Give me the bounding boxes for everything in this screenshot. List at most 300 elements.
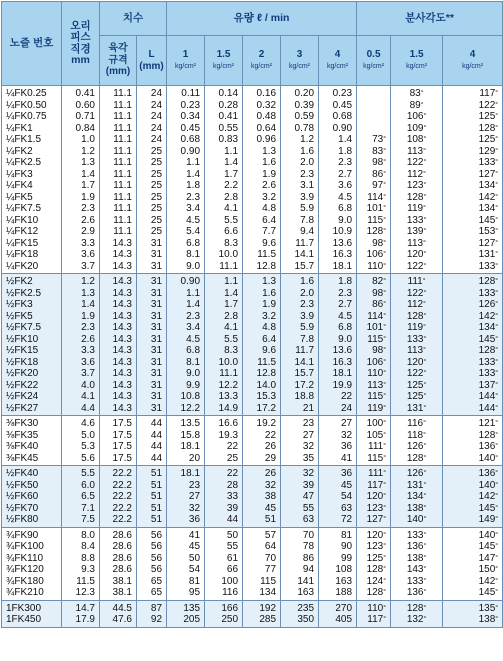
cell-value: 0.59: [294, 111, 315, 122]
cell-value: 5.5: [224, 214, 239, 226]
cell-value: 122 °: [393, 368, 440, 380]
cell-value: 14.9: [218, 402, 239, 414]
cell-value: 13.3: [218, 391, 239, 402]
cell-value: 11.5: [257, 249, 277, 260]
cell-value: 14.3: [112, 402, 132, 414]
cell-value: 0.23: [180, 99, 201, 111]
cell-f2: [243, 86, 281, 274]
cell-value: ¾FK120: [6, 564, 44, 575]
cell-value: 2.3: [81, 322, 95, 333]
cell-value: 134 °: [445, 180, 498, 192]
cell-value: 9.6: [262, 345, 277, 356]
cell-value: 1.1: [224, 145, 239, 157]
cell-value: 24: [150, 99, 163, 111]
cell-a05: [357, 274, 391, 416]
cell-value: 192: [259, 602, 277, 614]
cell-hex: [100, 416, 137, 466]
cell-value: 120 °: [393, 249, 440, 261]
cell-value: 120 °: [393, 357, 440, 369]
cell-value: 25: [150, 145, 163, 157]
cell-value: 125 °: [359, 553, 386, 565]
cell-value: 11.1: [113, 134, 132, 145]
cell-value: 39: [302, 479, 315, 491]
cell-value: 9.0: [338, 333, 353, 345]
col-header-flow-p4: 4 kg/cm²: [319, 36, 357, 86]
cell-value: ¼FK4: [6, 180, 33, 191]
cell-value: 132 °: [393, 614, 440, 626]
table-row: [2, 416, 503, 466]
cell-value: 101 °: [359, 203, 386, 215]
cell-value: 0.45: [180, 122, 201, 134]
cell-a15: [391, 274, 443, 416]
cell-value: 10.0: [218, 356, 239, 368]
col-header-angle-p15: 1.5 kg/cm²: [391, 36, 443, 86]
cell-value: 133 °: [393, 530, 440, 542]
cell-value: 90: [340, 541, 353, 552]
cell-value: 128 °: [393, 603, 440, 615]
cell-value: 0.90: [332, 122, 353, 134]
cell-value: 1.9: [81, 191, 95, 203]
cell-value: 163: [335, 575, 353, 587]
cell-value: 405: [335, 614, 353, 625]
cell-value: ½FK60: [6, 491, 39, 502]
cell-value: 4.5: [338, 191, 353, 203]
cell-value: 6.6: [224, 226, 239, 237]
cell-value: 44: [150, 418, 163, 429]
cell-value: 27: [302, 429, 315, 441]
cell-value: 33: [226, 491, 239, 502]
cell-value: 100: [221, 575, 239, 587]
cell-value: 127 °: [359, 514, 386, 526]
cell-value: 122 °: [393, 261, 440, 273]
cell-value: 97 °: [359, 180, 386, 192]
cell-value: ¼FK2.5: [6, 157, 42, 168]
cell-value: 51: [150, 514, 163, 525]
table-row: [2, 600, 503, 627]
cell-value: 2.8: [224, 191, 239, 203]
cell-value: 4.8: [262, 322, 277, 333]
cell-value: 122 °: [393, 288, 440, 300]
cell-value: 28.6: [112, 564, 132, 575]
cell-value: 36: [340, 441, 353, 452]
cell-value: 22: [226, 468, 239, 479]
cell-value: 1.6: [300, 276, 315, 287]
cell-value: 4.5: [186, 333, 201, 345]
cell-value: 32: [188, 502, 201, 514]
cell-value: 1.4: [338, 134, 353, 145]
cell-value: 2.3: [186, 310, 201, 322]
cell-value: 12.8: [256, 260, 277, 272]
cell-value: 131 °: [393, 480, 440, 492]
cell-value: 9.0: [186, 368, 201, 379]
col-header-flow: 유량 ℓ / min: [167, 2, 357, 36]
cell-f15: [205, 416, 243, 466]
cell-value: 5.4: [186, 226, 201, 237]
cell-hex: [100, 527, 137, 600]
cell-value: 14.1: [294, 356, 315, 368]
cell-value: 110 °: [359, 368, 386, 380]
cell-value: 1.7: [224, 299, 239, 310]
nozzle-spec-table: [1, 1, 503, 628]
cell-value: ¼FK15: [6, 237, 39, 249]
cell-value: 55: [302, 502, 315, 514]
cell-value: 18.8: [294, 391, 315, 402]
cell-value: 31: [150, 333, 163, 345]
cell-value: ¼FK0.25: [6, 88, 47, 99]
cell-value: 31: [150, 322, 163, 333]
cell-value: 3.2: [262, 310, 277, 322]
cell-value: ¼FK7.5: [6, 203, 42, 214]
cell-orifice: [62, 527, 100, 600]
cell-value: 38.1: [112, 587, 132, 598]
cell-value: 1.4: [224, 287, 239, 299]
cell-value: 1.3: [262, 145, 277, 157]
cell-value: 0.68: [180, 134, 201, 145]
cell-value: 98 °: [359, 157, 386, 169]
cell-value: 0.39: [294, 99, 315, 111]
cell-value: 10.0: [218, 249, 239, 260]
cell-value: 123 °: [359, 503, 386, 515]
cell-value: 57: [264, 529, 277, 541]
cell-value: 2.0: [300, 287, 315, 299]
cell-value: 47.6: [112, 614, 132, 625]
cell-value: 98 °: [359, 345, 386, 357]
cell-value: 0.16: [256, 88, 277, 99]
cell-value: 114 °: [359, 311, 386, 323]
cell-value: 126 °: [445, 299, 498, 311]
cell-value: 0.96: [256, 134, 277, 145]
cell-value: 0.23: [332, 88, 353, 99]
cell-value: 51: [150, 502, 163, 514]
cell-value: 3.6: [81, 356, 95, 368]
cell-value: 115: [260, 575, 277, 587]
cell-value: 145 °: [445, 541, 498, 553]
cell-value: 10.8: [180, 391, 201, 402]
cell-value: 1.4: [81, 168, 95, 180]
cell-value: 4.6: [81, 418, 95, 429]
cell-value: 2.3: [338, 157, 353, 168]
cell-value: 137 °: [445, 380, 498, 392]
cell-value: 11.7: [295, 345, 315, 356]
cell-a05: [357, 466, 391, 528]
cell-value: 11.1: [113, 111, 132, 122]
table-row: [2, 466, 503, 528]
cell-value: 1.6: [300, 145, 315, 157]
cell-value: 1.1: [224, 276, 239, 287]
cell-f3: [281, 466, 319, 528]
cell-value: 2.6: [262, 180, 277, 191]
cell-value: 1FK450: [6, 614, 42, 625]
cell-value: 56: [150, 552, 163, 564]
cell-value: 5.5: [81, 468, 95, 479]
cell-value: 138 °: [393, 553, 440, 565]
cell-value: 119 °: [359, 403, 386, 415]
cell-value: 36: [188, 514, 201, 525]
cell-value: ½FK10: [6, 333, 39, 345]
cell-value: 129 °: [445, 146, 498, 158]
cell-value: 9.0: [186, 260, 201, 272]
cell-value: 24: [150, 111, 163, 122]
cell-value: ½FK24: [6, 391, 39, 402]
cell-value: 19.2: [256, 418, 277, 429]
cell-value: 13.6: [332, 237, 353, 249]
cell-value: 14.3: [112, 391, 132, 402]
table-body: [2, 86, 503, 628]
cell-value: ¼FK1: [6, 122, 33, 134]
cell-value: 82 °: [359, 276, 386, 288]
cell-value: 115 °: [359, 215, 386, 227]
cell-value: 11.1: [113, 99, 132, 111]
cell-value: 3.6: [81, 249, 95, 260]
cell-f1: [167, 600, 205, 627]
cell-value: ½FK2.5: [6, 287, 42, 299]
cell-value: 14.3: [112, 237, 132, 249]
cell-value: 1.2: [81, 276, 95, 287]
cell-value: 28.6: [112, 552, 132, 564]
cell-value: ⅜FK40: [6, 441, 39, 452]
cell-value: 1.7: [81, 180, 95, 191]
cell-value: 250: [221, 614, 239, 625]
cell-a15: [391, 416, 443, 466]
cell-f1: [167, 527, 205, 600]
cell-value: 25: [150, 191, 163, 203]
cell-value: 8.3: [224, 237, 239, 249]
cell-value: 11.5: [257, 356, 277, 368]
cell-L: [137, 416, 167, 466]
cell-value: 27: [188, 491, 201, 502]
cell-value: 56: [150, 529, 163, 541]
cell-value: 98 °: [359, 288, 386, 300]
cell-value: 6.8: [338, 322, 353, 333]
cell-value: 11.1: [113, 122, 132, 134]
cell-value: 133 °: [445, 261, 498, 273]
cell-value: 78: [302, 541, 315, 552]
cell-value: 25: [150, 180, 163, 191]
cell-value: 9.4: [300, 226, 315, 237]
cell-f2: [243, 274, 281, 416]
cell-value: 15.7: [294, 368, 315, 379]
cell-value: 3.4: [186, 322, 201, 333]
cell-value: ¾FK180: [6, 575, 44, 587]
cell-value: 86: [302, 552, 315, 564]
cell-value: ¾FK100: [6, 541, 44, 552]
cell-value: 133 °: [445, 357, 498, 369]
cell-value: 135 °: [445, 603, 498, 615]
cell-L: [137, 600, 167, 627]
cell-value: ½FK22: [6, 379, 39, 391]
cell-f4: [319, 274, 357, 416]
cell-value: ½FK18: [6, 356, 39, 368]
cell-a4: [443, 600, 503, 627]
cell-value: 140 °: [445, 480, 498, 492]
cell-value: 1.9: [262, 168, 277, 180]
cell-value: 0.32: [256, 99, 277, 111]
cell-value: 126 °: [393, 441, 440, 453]
cell-value: 16.3: [332, 356, 353, 368]
cell-f1: [167, 466, 205, 528]
cell-value: [359, 100, 386, 112]
cell-value: 141: [297, 575, 315, 587]
cell-value: 163: [297, 587, 315, 598]
cell-value: 51: [150, 491, 163, 502]
cell-value: 111 °: [359, 441, 386, 453]
cell-value: 2.3: [300, 168, 315, 180]
cell-value: 47: [302, 491, 315, 502]
cell-value: 0.41: [218, 111, 239, 122]
cell-f2: [243, 600, 281, 627]
cell-value: 11.1: [113, 145, 132, 157]
cell-value: 12.2: [218, 379, 239, 391]
col-header-flow-p15: 1.5 kg/cm²: [205, 36, 243, 86]
cell-value: 20: [188, 452, 201, 464]
cell-value: 15.3: [256, 391, 277, 402]
cell-value: 1.3: [262, 276, 277, 287]
cell-value: 98 °: [359, 238, 386, 250]
cell-value: 8.0: [81, 529, 95, 541]
cell-value: 115 °: [359, 391, 386, 403]
cell-value: 7.7: [262, 226, 277, 237]
cell-value: 1.6: [262, 157, 277, 168]
cell-value: 110 °: [359, 603, 386, 615]
cell-value: 70: [302, 529, 315, 541]
cell-value: 44: [150, 441, 163, 452]
cell-value: 41: [340, 452, 353, 464]
cell-value: 166: [221, 602, 239, 614]
cell-value: 145 °: [445, 587, 498, 599]
cell-value: 99: [340, 552, 353, 564]
col-header-spray-angle: 분사각도**: [357, 2, 503, 36]
table-row: [2, 86, 503, 274]
cell-value: 0.90: [180, 276, 201, 287]
cell-value: 86 °: [359, 169, 386, 181]
cell-value: 17.5: [112, 441, 132, 452]
cell-value: 39: [226, 502, 239, 514]
cell-value: 116 °: [393, 418, 440, 430]
cell-value: ⅜FK45: [6, 452, 39, 464]
cell-value: ¼FK5: [6, 191, 33, 203]
cell-orifice: [62, 274, 100, 416]
cell-value: 188: [335, 587, 353, 598]
cell-nozzle: [2, 600, 62, 627]
cell-value: 83 °: [359, 146, 386, 158]
cell-value: 16.6: [218, 418, 239, 429]
cell-value: 11.1: [113, 180, 132, 191]
cell-value: 1.6: [262, 287, 277, 299]
cell-value: 6.4: [262, 333, 277, 345]
cell-value: ¾FK110: [6, 552, 44, 564]
cell-value: 111 °: [359, 468, 386, 480]
cell-value: 133 °: [393, 215, 440, 227]
col-header-flow-p2: 2 kg/cm²: [243, 36, 281, 86]
cell-L: [137, 466, 167, 528]
cell-value: 128 °: [445, 430, 498, 442]
cell-value: 12.8: [256, 368, 277, 379]
cell-value: 22: [340, 391, 353, 402]
cell-value: 6.8: [338, 203, 353, 214]
cell-value: 149 °: [445, 514, 498, 526]
cell-value: 0.48: [256, 111, 277, 122]
cell-value: 36: [340, 468, 353, 479]
cell-value: 142 °: [445, 192, 498, 204]
cell-value: 14.3: [112, 345, 132, 356]
cell-value: 14.3: [112, 260, 132, 272]
cell-f15: [205, 466, 243, 528]
cell-value: 0.41: [75, 88, 95, 99]
cell-value: 17.9: [75, 614, 95, 625]
cell-value: 25: [150, 214, 163, 226]
cell-value: 140 °: [445, 530, 498, 542]
cell-value: 5.9: [300, 203, 315, 214]
cell-value: 73 °: [359, 134, 386, 146]
cell-value: 44.5: [112, 602, 132, 614]
cell-value: 35: [302, 452, 315, 464]
cell-value: 9.6: [262, 237, 277, 249]
cell-value: 125 °: [393, 391, 440, 403]
cell-value: [359, 123, 386, 135]
cell-a05: [357, 86, 391, 274]
cell-value: 11.5: [76, 575, 95, 587]
cell-value: ¼FK0.75: [6, 111, 47, 122]
cell-value: 3.3: [81, 237, 95, 249]
table-row: [2, 274, 503, 416]
cell-value: 6.8: [186, 345, 201, 356]
cell-value: 106 °: [359, 249, 386, 261]
cell-value: ¼FK3: [6, 168, 33, 180]
cell-value: 106 °: [393, 111, 440, 123]
cell-value: 128 °: [359, 564, 386, 576]
cell-value: 134 °: [445, 322, 498, 334]
cell-value: 5.3: [81, 441, 95, 452]
cell-value: 18.1: [332, 260, 353, 272]
cell-value: 110 °: [359, 261, 386, 273]
cell-value: 8.4: [81, 541, 95, 552]
cell-value: ¼FK10: [6, 214, 39, 226]
cell-value: 21: [302, 402, 315, 414]
cell-value: ½FK7.5: [6, 322, 42, 333]
cell-value: 63: [340, 502, 353, 514]
cell-value: 32: [302, 468, 315, 479]
cell-a05: [357, 416, 391, 466]
cell-value: 0.83: [218, 134, 239, 145]
cell-value: 22.2: [112, 479, 132, 491]
cell-value: 138 °: [445, 614, 498, 626]
cell-value: 1.7: [224, 168, 239, 180]
table-header: [2, 2, 503, 86]
cell-value: 9.3: [81, 564, 95, 575]
cell-value: 15.8: [180, 429, 201, 441]
cell-value: 116: [222, 587, 239, 598]
cell-value: 122 °: [393, 157, 440, 169]
cell-value: 133 °: [393, 576, 440, 588]
cell-value: 16.3: [332, 249, 353, 260]
cell-a4: [443, 274, 503, 416]
cell-value: 3.7: [81, 368, 95, 379]
col-header-orifice: 오리 피스 직경 mm: [62, 2, 100, 86]
cell-value: 205: [183, 614, 201, 625]
cell-value: 28: [226, 479, 239, 491]
cell-value: 127 °: [445, 238, 498, 250]
cell-value: 44: [226, 514, 239, 525]
cell-value: 83 °: [393, 88, 440, 100]
cell-value: 3.2: [262, 191, 277, 203]
cell-value: 28.6: [112, 529, 132, 541]
cell-value: 0.60: [75, 99, 95, 111]
cell-value: 0.14: [218, 88, 239, 99]
cell-value: 3.7: [81, 260, 95, 272]
cell-value: 0.28: [218, 99, 239, 111]
cell-value: 29: [264, 452, 277, 464]
cell-value: 128 °: [393, 453, 440, 465]
